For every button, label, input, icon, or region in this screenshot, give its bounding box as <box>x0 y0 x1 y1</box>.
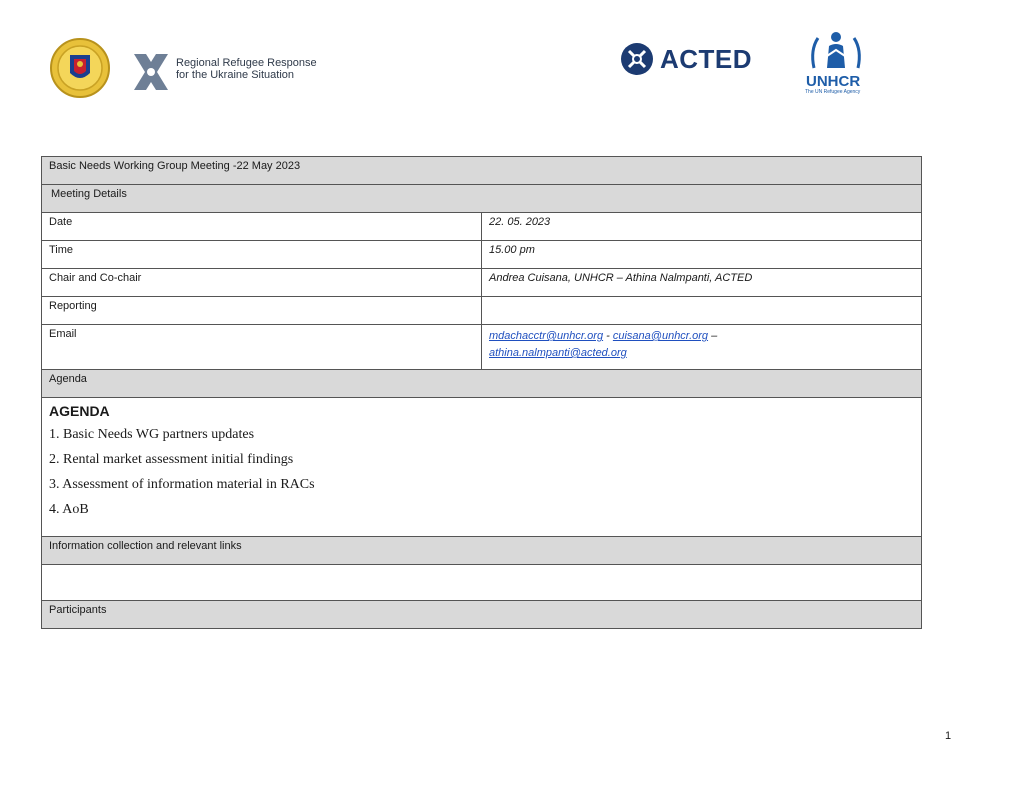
rrr-logo-line1: Regional Refugee Response <box>176 57 317 69</box>
acted-logo <box>620 42 760 78</box>
page-number: 1 <box>945 730 952 742</box>
email-link-athina[interactable]: athina.nalmpanti@acted.org <box>489 347 627 359</box>
moldova-coat-of-arms-logo <box>50 37 110 99</box>
email-link-mdachacctr[interactable]: mdachacctr@unhcr.org <box>489 330 604 342</box>
email-link-cuisana[interactable]: cuisana@unhcr.org <box>612 330 709 342</box>
agenda-item-4: 4. AoB <box>49 502 89 517</box>
email-separator-1: - <box>603 330 613 342</box>
reporting-value <box>482 297 922 325</box>
agenda-title: AGENDA <box>49 403 110 419</box>
email-value <box>482 325 922 370</box>
meeting-table <box>41 156 922 629</box>
rrr-logo-line2: for the Ukraine Situation <box>176 69 295 81</box>
unhcr-logo-text: UNHCR <box>806 73 861 90</box>
email-separator-2: – <box>708 330 718 342</box>
meeting-title <box>42 157 922 185</box>
chair-value: Andrea Cuisana, UNHCR – Athina Nalmpanti, ACTED <box>482 269 922 297</box>
email-label: Email <box>42 325 482 370</box>
time-value: 15.00 pm <box>482 241 922 269</box>
agenda-section <box>42 398 922 537</box>
meeting-title-text: Basic Needs Working Group Meeting -22 May 2023 <box>49 160 301 172</box>
unhcr-logo-tagline: The UN Refugee Agency <box>805 89 861 95</box>
time-label: Time <box>42 241 482 269</box>
unhcr-logo <box>802 28 870 96</box>
acted-logo-text: ACTED <box>660 44 753 74</box>
info-collection-header: Information collection and relevant links <box>42 537 922 565</box>
meeting-details-text: Meeting Details <box>51 188 127 200</box>
regional-refugee-response-logo <box>130 48 320 96</box>
agenda-item-3: 3. Assessment of information material in RACs <box>49 477 315 492</box>
agenda-item-1: 1. Basic Needs WG partners updates <box>49 427 255 442</box>
info-collection-content <box>42 565 922 601</box>
chair-label: Chair and Co-chair <box>42 269 482 297</box>
date-label: Date <box>42 213 482 241</box>
date-value: 22. 05. 2023 <box>482 213 922 241</box>
participants-header: Participants <box>42 601 922 629</box>
agenda-item-2: 2. Rental market assessment initial findings <box>49 452 294 467</box>
meeting-details-header <box>42 185 922 213</box>
agenda-header: Agenda <box>42 370 922 398</box>
reporting-label: Reporting <box>42 297 482 325</box>
